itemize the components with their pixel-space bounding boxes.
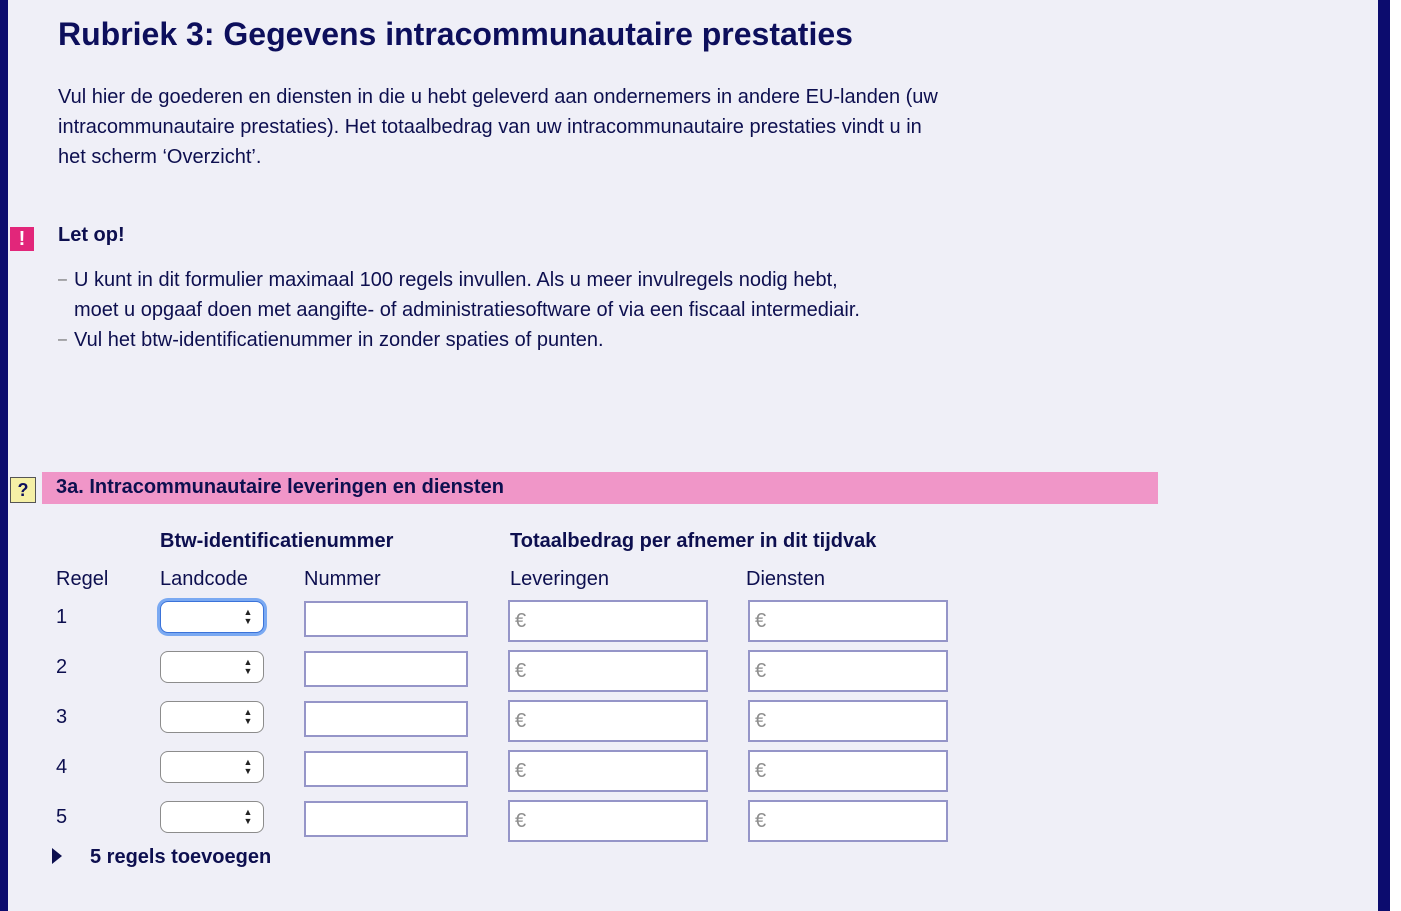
leveringen-input[interactable] bbox=[508, 750, 708, 792]
row-number: 2 bbox=[56, 656, 68, 678]
dash-icon: – bbox=[58, 331, 67, 348]
row-number: 1 bbox=[56, 606, 68, 628]
help-icon[interactable]: ? bbox=[10, 477, 36, 503]
diensten-input[interactable] bbox=[748, 650, 948, 692]
landcode-select[interactable] bbox=[160, 601, 264, 633]
row-number: 5 bbox=[56, 806, 68, 828]
euro-icon: € bbox=[755, 760, 767, 782]
landcode-select[interactable] bbox=[160, 751, 264, 783]
diensten-input[interactable] bbox=[748, 800, 948, 842]
leveringen-input[interactable] bbox=[508, 700, 708, 742]
dash-icon: – bbox=[58, 271, 67, 288]
nummer-input[interactable] bbox=[304, 751, 468, 787]
euro-icon: € bbox=[515, 810, 527, 832]
select-arrows-icon: ▲ ▼ bbox=[243, 807, 253, 826]
euro-icon: € bbox=[515, 660, 527, 682]
warning-notes bbox=[58, 265, 860, 355]
select-arrows-icon: ▲ ▼ bbox=[243, 757, 253, 776]
section-title: 3a. Intracommunautaire leveringen en diensten bbox=[56, 476, 504, 498]
landcode-select[interactable] bbox=[160, 651, 264, 683]
column-header-nummer: Nummer bbox=[304, 568, 381, 590]
select-arrows-icon: ▲ ▼ bbox=[243, 657, 253, 676]
add-rows-label: 5 regels toevoegen bbox=[90, 846, 272, 868]
leveringen-input[interactable] bbox=[508, 800, 708, 842]
diensten-input[interactable] bbox=[748, 600, 948, 642]
column-header-regel: Regel bbox=[56, 568, 109, 590]
euro-icon: € bbox=[755, 810, 767, 832]
euro-icon: € bbox=[515, 710, 527, 732]
nummer-input[interactable] bbox=[304, 601, 468, 637]
euro-icon: € bbox=[755, 660, 767, 682]
column-header-diensten: Diensten bbox=[746, 568, 825, 590]
column-header-leveringen: Leveringen bbox=[510, 568, 609, 590]
warning-title: Let op! bbox=[58, 224, 125, 246]
euro-icon: € bbox=[755, 710, 767, 732]
triangle-right-icon bbox=[52, 848, 62, 864]
group-header-total: Totaalbedrag per afnemer in dit tijdvak bbox=[510, 530, 877, 552]
column-header-landcode: Landcode bbox=[160, 568, 248, 590]
intro-line: Vul hier de goederen en diensten in die u hebt geleverd aan ondernemers in andere EU-landen (uw bbox=[58, 86, 938, 108]
intro-line: het scherm ‘Overzicht’. bbox=[58, 146, 262, 168]
euro-icon: € bbox=[515, 610, 527, 632]
row-number: 3 bbox=[56, 706, 68, 728]
warning-note-line: moet u opgaaf doen met aangifte- of administratiesoftware of via een fiscaal intermediair. bbox=[74, 299, 860, 321]
landcode-select[interactable] bbox=[160, 801, 264, 833]
warning-note bbox=[58, 265, 860, 325]
warning-note-line: U kunt in dit formulier maximaal 100 regels invullen. Als u meer invulregels nodig hebt, bbox=[74, 269, 838, 291]
exclamation-icon: ! bbox=[10, 227, 34, 251]
warning-note bbox=[58, 325, 860, 355]
row-number: 4 bbox=[56, 756, 68, 778]
group-header-vat: Btw-identificatienummer bbox=[160, 530, 394, 552]
diensten-input[interactable] bbox=[748, 750, 948, 792]
nummer-input[interactable] bbox=[304, 701, 468, 737]
select-arrows-icon: ▲ ▼ bbox=[243, 607, 253, 626]
leveringen-input[interactable] bbox=[508, 600, 708, 642]
diensten-input[interactable] bbox=[748, 700, 948, 742]
select-arrows-icon: ▲ ▼ bbox=[243, 707, 253, 726]
page-title: Rubriek 3: Gegevens intracommunautaire prestaties bbox=[58, 16, 853, 52]
add-rows-link[interactable] bbox=[52, 846, 271, 869]
euro-icon: € bbox=[755, 610, 767, 632]
nummer-input[interactable] bbox=[304, 801, 468, 837]
intro-line: intracommunautaire prestaties). Het totaalbedrag van uw intracommunautaire prestaties vindt u in bbox=[58, 116, 922, 138]
intro-text bbox=[58, 82, 1058, 172]
euro-icon: € bbox=[515, 760, 527, 782]
nummer-input[interactable] bbox=[304, 651, 468, 687]
landcode-select[interactable] bbox=[160, 701, 264, 733]
warning-note-line: Vul het btw-identificatienummer in zonder spaties of punten. bbox=[74, 329, 604, 351]
leveringen-input[interactable] bbox=[508, 650, 708, 692]
